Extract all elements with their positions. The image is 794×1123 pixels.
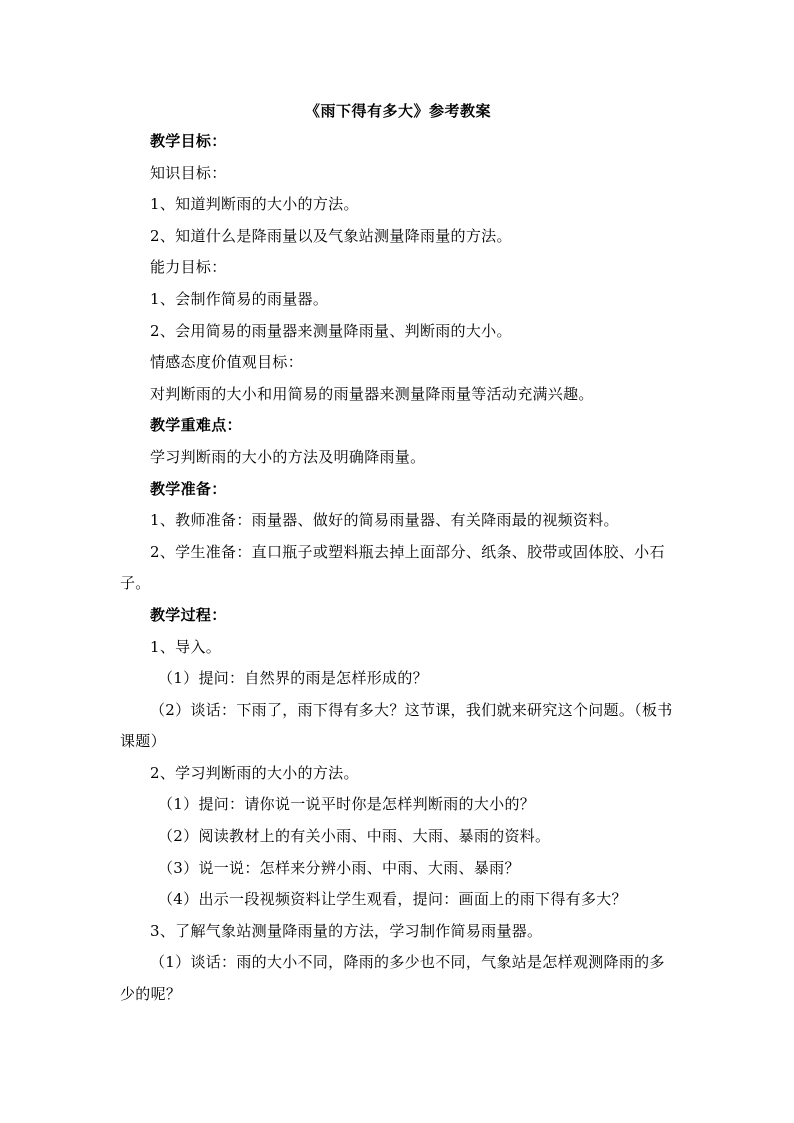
paragraph-line: （2）阅读教材上的有关小雨、中雨、大雨、暴雨的资料。 [158,827,551,846]
paragraph-line: 能力目标： [150,258,227,277]
paragraph-line: 知识目标： [150,163,227,182]
paragraph-line: （1）提问：请你说一说平时你是怎样判断雨的大小的？ [158,795,536,814]
paragraph-line: 对判断雨的大小和用简易的雨量器来测量降雨量等活动充满兴趣。 [150,384,594,403]
paragraph-line: 1、会制作简易的雨量器。 [150,289,329,308]
paragraph-line: 1、教师准备：雨量器、做好的简易雨量器、有关降雨最的视频资料。 [150,511,619,530]
paragraph-line: 2、会用简易的雨量器来测量降雨量、判断雨的大小。 [150,321,512,340]
paragraph-line: （3）说一说：怎样来分辨小雨、中雨、大雨、暴雨？ [158,858,520,877]
paragraph-line: 3、了解气象站测量降雨量的方法，学习制作简易雨量器。 [150,921,543,940]
paragraph-line: 2、知道什么是降雨量以及气象站测量降雨量的方法。 [150,226,512,245]
paragraph-line: （1）谈话：雨的大小不同，降雨的多少也不同，气象站是怎样观测降雨的多少的呢？ [120,953,665,1004]
section-heading: 教学过程： [150,605,227,624]
section-heading: 教学目标： [150,132,227,150]
paragraph-line: （1）提问：自然界的雨是怎样形成的？ [158,669,428,688]
paragraph-line: 2、学生准备：直口瓶子或塑料瓶去掉上面部分、纸条、胶带或固体胶、小石子。 [120,542,665,593]
document-page [120,96,676,1011]
paragraph-line: 情感态度价值观目标： [150,353,304,372]
document-title: 《雨下得有多大》参考教案 [304,102,491,120]
section-heading: 教学准备： [150,479,227,498]
paragraph-line: （2）谈话：下雨了，雨下得有多大？这节课，我们就来研究这个问题。（板书课题） [120,700,673,751]
document-body [120,126,676,1011]
paragraph-line: 学习判断雨的大小的方法及明确降雨量。 [150,447,426,466]
paragraph-line: 2、学习判断雨的大小的方法。 [150,763,359,782]
paragraph-line: 1、知道判断雨的大小的方法。 [150,195,359,214]
paragraph-line: 1、导入。 [150,637,222,656]
section-heading: 教学重难点： [150,416,242,435]
paragraph-line: （4）出示一段视频资料让学生观看，提问：画面上的雨下得有多大？ [158,890,627,909]
